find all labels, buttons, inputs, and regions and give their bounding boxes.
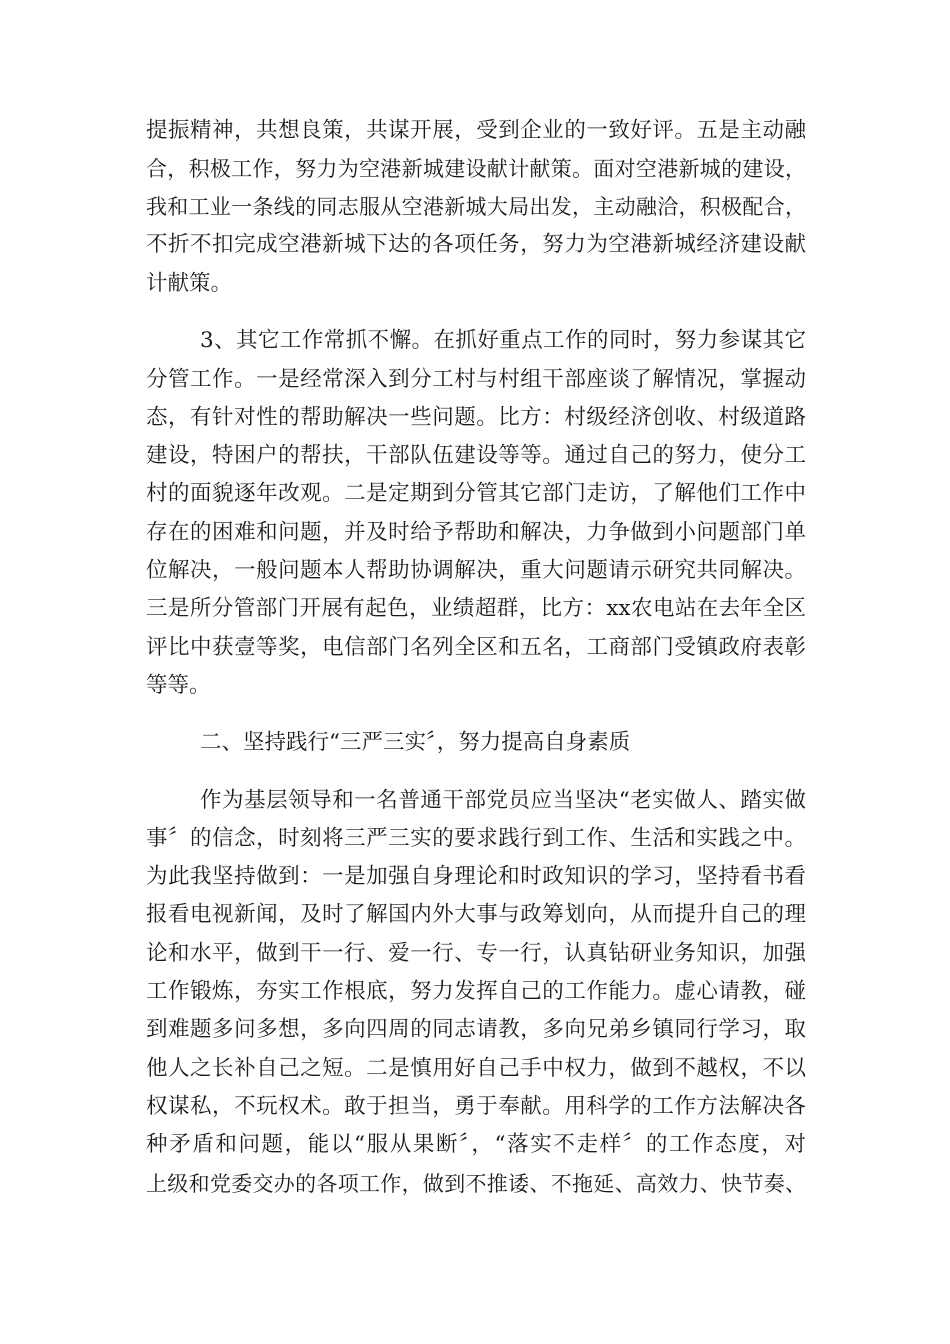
paragraph-3-line-11: 上级和党委交办的各项工作，做到不推诿、不拖延、高效力、快节奏、 xyxy=(146,1172,806,1196)
paragraph-2-line-2: 分管工作。一是经常深入到分工村与村组干部座谈了解情况，掌握动 xyxy=(146,367,806,392)
paragraph-3-line-2: 事〞的信念，时刻将三严三实的要求践行到工作、生活和实践之中。 xyxy=(146,826,806,851)
section-heading: 二、坚持践行“三严三实〞，努力提高自身素质 xyxy=(200,730,631,755)
paragraph-1-line-5: 计献策。 xyxy=(146,271,233,296)
paragraph-2-line-1: 3、其它工作常抓不懈。在抓好重点工作的同时，努力参谋其它 xyxy=(200,328,806,353)
paragraph-3-line-10: 种矛盾和问题，能以“服从果断〞，“落实不走样〞的工作态度，对 xyxy=(146,1132,806,1157)
paragraph-2-line-4: 建设，特困户的帮扶，干部队伍建设等等。通过自己的努力，使分工 xyxy=(146,443,806,468)
paragraph-3-line-4: 报看电视新闻，及时了解国内外大事与政筹划向，从而提升自己的理 xyxy=(146,902,806,927)
paragraph-3-line-3: 为此我坚持做到：一是加强自身理论和时政知识的学习，坚持看书看 xyxy=(146,864,806,889)
paragraph-2-line-6: 存在的困难和问题，并及时给予帮助和解决，力争做到小问题部门单 xyxy=(146,520,806,545)
paragraph-3-line-8: 他人之长补自己之短。二是慎用好自己手中权力，做到不越权，不以 xyxy=(146,1056,806,1081)
paragraph-3-line-5: 论和水平，做到干一行、爱一行、专一行，认真钻研业务知识，加强 xyxy=(146,941,806,966)
paragraph-3-line-1: 作为基层领导和一名普通干部党员应当坚决“老实做人、踏实做 xyxy=(200,788,806,813)
paragraph-2-line-5: 村的面貌逐年改观。二是定期到分管其它部门走访，了解他们工作中 xyxy=(146,481,806,506)
paragraph-1-line-1: 提振精神，共想良策，共谋开展，受到企业的一致好评。五是主动融 xyxy=(146,118,806,143)
paragraph-3-line-7: 到难题多问多想，多向四周的同志请教，多向兄弟乡镇同行学习，取 xyxy=(146,1017,806,1042)
paragraph-2-line-8: 三是所分管部门开展有起色，业绩超群，比方：xx农电站在去年全区 xyxy=(146,596,806,621)
paragraph-2-line-7: 位解决，一般问题本人帮助协调解决，重大问题请示研究共同解决。 xyxy=(146,558,806,583)
paragraph-2-line-9: 评比中获壹等奖，电信部门名列全区和五名，工商部门受镇政府表彰 xyxy=(146,635,806,660)
paragraph-1-line-2: 合，积极工作，努力为空港新城建设献计献策。面对空港新城的建设， xyxy=(146,157,806,181)
paragraph-1-line-4: 不折不扣完成空港新城下达的各项任务，努力为空港新城经济建设献 xyxy=(146,232,806,257)
paragraph-2-line-10: 等等。 xyxy=(146,673,211,698)
paragraph-2-line-3: 态，有针对性的帮助解决一些问题。比方：村级经济创收、村级道路 xyxy=(146,405,806,430)
paragraph-1-line-3: 我和工业一条线的同志服从空港新城大局出发，主动融洽，积极配合， xyxy=(146,195,806,219)
paragraph-3-line-6: 工作锻炼，夯实工作根底，努力发挥自己的工作能力。虚心请教，碰 xyxy=(146,979,806,1004)
paragraph-3-line-9: 权谋私，不玩权术。敢于担当，勇于奉献。用科学的工作方法解决各 xyxy=(146,1094,806,1119)
